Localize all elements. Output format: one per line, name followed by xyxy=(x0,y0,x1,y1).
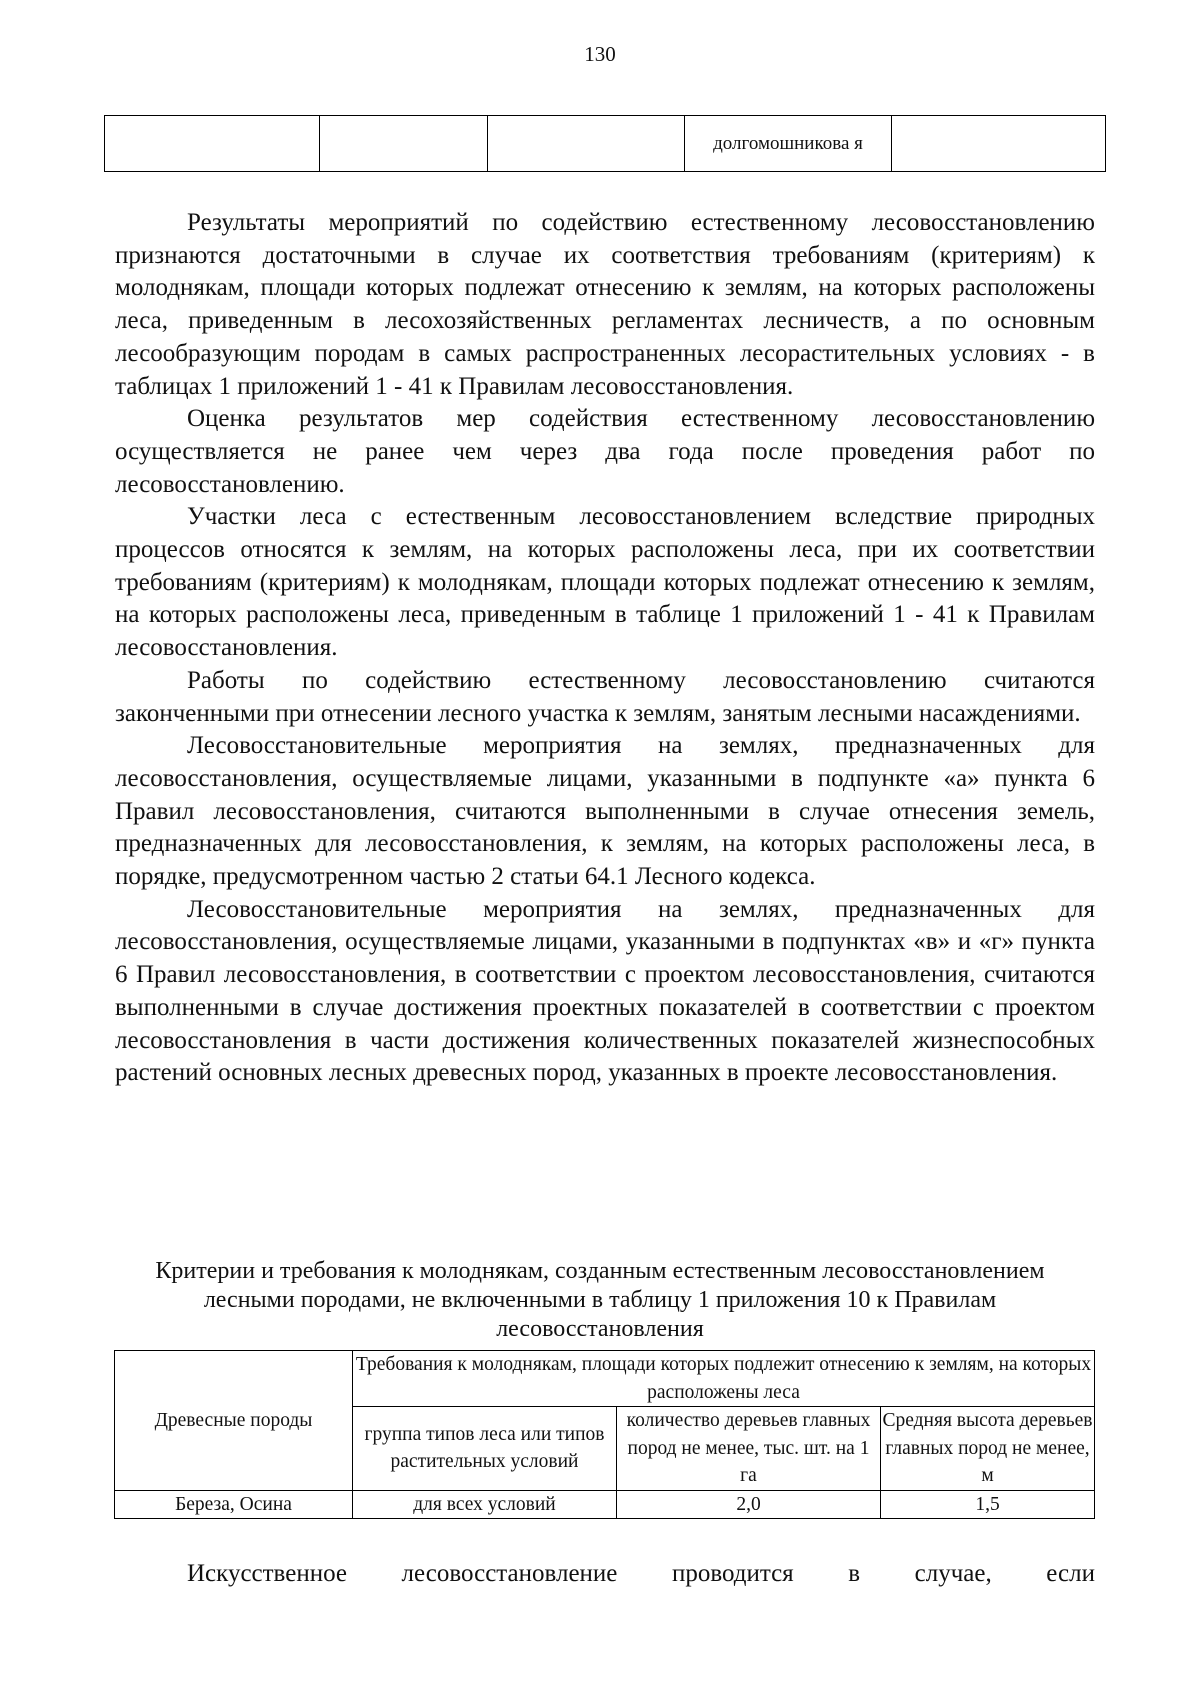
table-header-row xyxy=(115,1351,1095,1407)
cell-tree-count: 2,0 xyxy=(617,1490,881,1519)
column-header-avg-height: Средняя высота деревьев главных пород не менее, м xyxy=(881,1407,1095,1491)
table-cell xyxy=(892,116,1106,172)
criteria-table xyxy=(114,1350,1095,1519)
paragraph: Работы по содействию естественному лесовосстановлению считаются законченными при отнесении лесного участка к землям, занятым лесными насаждениями. xyxy=(115,666,1095,727)
column-header-forest-type: группа типов леса или типов растительных условий xyxy=(353,1407,617,1491)
paragraph: Лесовосстановительные мероприятия на землях, предназначенных для лесовосстановления, осуществляемые лицами, указанными в подпунктах «в» и «г» пункта 6 Правил лесовосстановления, в соответствии с проектом лесовосстановления, считаются выполненными в случае достижения проектных показателей в соответствии с проектом лесовосстановления в части достижения количественных показателей жизнеспособных растений основных лесных древесных пород, указанных в проекте лесовосстановления. xyxy=(115,895,1095,1087)
page-number: 130 xyxy=(584,42,616,66)
table-cell xyxy=(105,116,320,172)
word: проводится xyxy=(671,1560,794,1587)
word: Искусственное xyxy=(187,1560,347,1587)
paragraph: Результаты мероприятий по содействию естественному лесовосстановлению признаются достаточными в случае их соответствия требованиям (критериям) к молоднякам, площади которых подлежат отнесению к землям, на которых расположены леса, приведенным в лесохозяйственных регламентах лесничеств, а по основным лесообразующим породам в самых распространенных лесорастительных условиях - в таблицах 1 приложений 1 - 41 к Правилам лесовосстановления. xyxy=(115,209,1095,400)
paragraph: Оценка результатов мер содействия естественному лесовосстановлению осуществляется не ранее чем через два года после проведения работ по лесовосстановлению. xyxy=(115,405,1095,498)
cell-forest-type: для всех условий xyxy=(353,1490,617,1519)
column-header-tree-count: количество деревьев главных пород не менее, тыс. шт. на 1 га xyxy=(617,1407,881,1491)
paragraph: Участки леса с естественным лесовосстановлением вследствие природных процессов относятся к землям, на которых расположены леса, при их соответствии требованиям (критериям) к молоднякам, площади которых подлежат отнесению к землям, на которых расположены леса, приведенным в таблице 1 приложений 1 - 41 к Правилам лесовосстановления. xyxy=(115,503,1095,662)
word: в xyxy=(848,1560,861,1587)
paragraph: Лесовосстановительные мероприятия на землях, предназначенных для лесовосстановления, осуществляемые лицами, указанными в подпункте «а» пункта 6 Правил лесовосстановления, считаются выполненными в случае отнесения земель, предназначенных для лесовосстановления, к землям, на которых расположены леса, в порядке, предусмотренном частью 2 статьи 64.1 Лесного кодекса. xyxy=(115,732,1095,891)
table-cell: долгомошникова я xyxy=(685,116,892,172)
column-header-species: Древесные породы xyxy=(115,1351,353,1491)
table-cell xyxy=(488,116,685,172)
table-cell xyxy=(320,116,488,172)
word: если xyxy=(1046,1560,1095,1587)
cell-species: Береза, Осина xyxy=(115,1490,353,1519)
table-row xyxy=(115,1490,1095,1519)
cell-avg-height: 1,5 xyxy=(881,1490,1095,1519)
word: случае, xyxy=(914,1560,992,1587)
trailing-paragraph-line xyxy=(187,1560,1095,1588)
table-title: Критерии и требования к молоднякам, созданным естественным лесовосстановлением лесными породами, не включенными в таблицу 1 приложения 10 к Правилам лесовосстановления xyxy=(155,1258,1045,1342)
word: лесовосстановление xyxy=(401,1560,618,1587)
table-row xyxy=(105,116,1106,172)
group-header: Требования к молоднякам, площади которых подлежит отнесению к землям, на которых расположены леса xyxy=(353,1351,1095,1407)
body-text xyxy=(115,207,1095,1090)
continued-table xyxy=(104,115,1106,172)
